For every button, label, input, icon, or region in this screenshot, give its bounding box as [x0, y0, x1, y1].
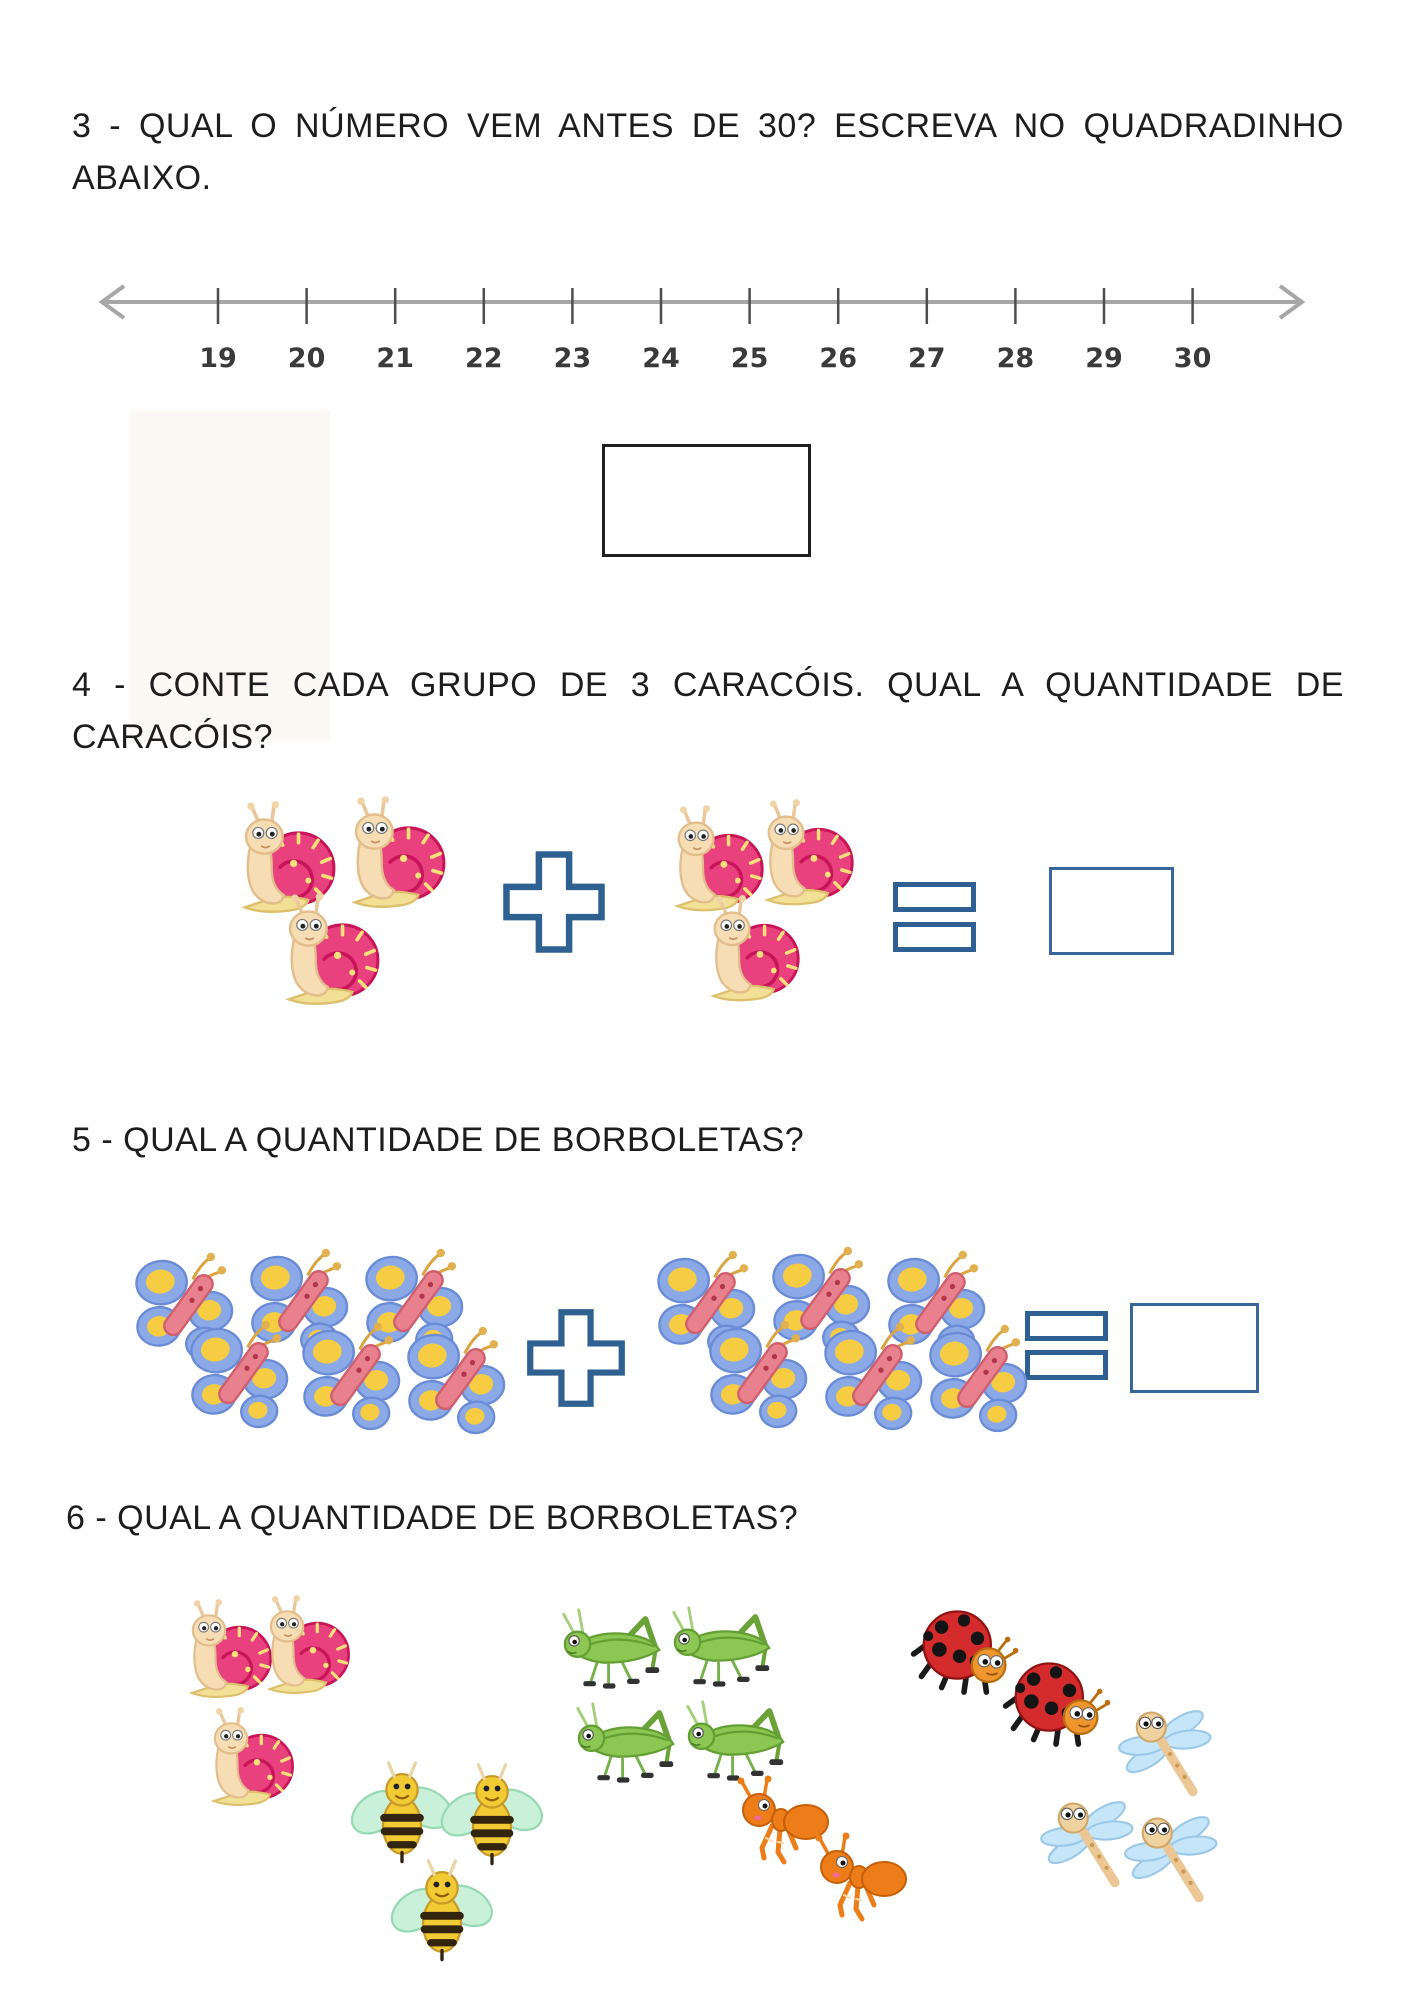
butterfly-icon [295, 1314, 415, 1434]
equals-sign-q4 [893, 882, 976, 952]
tick-label: 28 [996, 343, 1035, 374]
answer-box-q3[interactable] [602, 444, 811, 557]
tick-label: 20 [287, 343, 326, 374]
dragonfly-icon [1118, 1700, 1222, 1804]
plus-icon [500, 848, 608, 956]
ant-icon [812, 1831, 912, 1931]
snail-icon [688, 894, 804, 1010]
answer-box-q5[interactable] [1130, 1303, 1259, 1393]
ladybug-icon [1000, 1650, 1112, 1762]
question-4-heading: 4 - CONTE CADA GRUPO DE 3 CARACÓIS. QUAL A QUANTIDADE DE CARACÓIS? [72, 666, 1344, 756]
tick-label: 22 [465, 343, 503, 374]
tick-label: 23 [553, 343, 592, 374]
butterfly-icon [183, 1312, 303, 1432]
answer-box-q4[interactable] [1049, 867, 1174, 955]
plus-icon [524, 1306, 628, 1410]
question-6-heading: 6 - QUAL A QUANTIDADE DE BORBOLETAS? [66, 1499, 799, 1537]
tick-label: 29 [1085, 343, 1123, 374]
tick-label: 27 [908, 343, 946, 374]
snail-icon [246, 1594, 354, 1702]
grasshopper-icon [572, 1690, 687, 1805]
dragonfly-icon [1124, 1806, 1228, 1910]
bee-icon [386, 1852, 498, 1964]
tick-label: 25 [730, 343, 769, 374]
tick-label: 24 [642, 343, 680, 374]
question-5-heading: 5 - QUAL A QUANTIDADE DE BORBOLETAS? [72, 1121, 805, 1159]
tick-label: 26 [819, 343, 857, 374]
snail-icon [262, 892, 384, 1014]
butterfly-icon [922, 1316, 1042, 1436]
equals-bar-bottom [893, 922, 976, 952]
tick-label: 30 [1173, 343, 1212, 374]
question-3-heading: 3 - QUAL O NÚMERO VEM ANTES DE 30? ESCREVA NO QUADRADINHO ABAIXO. [72, 107, 1344, 197]
butterfly-icon [702, 1312, 822, 1432]
number-line [92, 264, 1312, 376]
snail-icon [190, 1706, 298, 1814]
tick-label: 21 [376, 343, 414, 374]
butterfly-icon [400, 1318, 520, 1438]
butterfly-icon [817, 1314, 937, 1434]
equals-bar-top [893, 882, 976, 912]
tick-label: 19 [199, 343, 237, 374]
